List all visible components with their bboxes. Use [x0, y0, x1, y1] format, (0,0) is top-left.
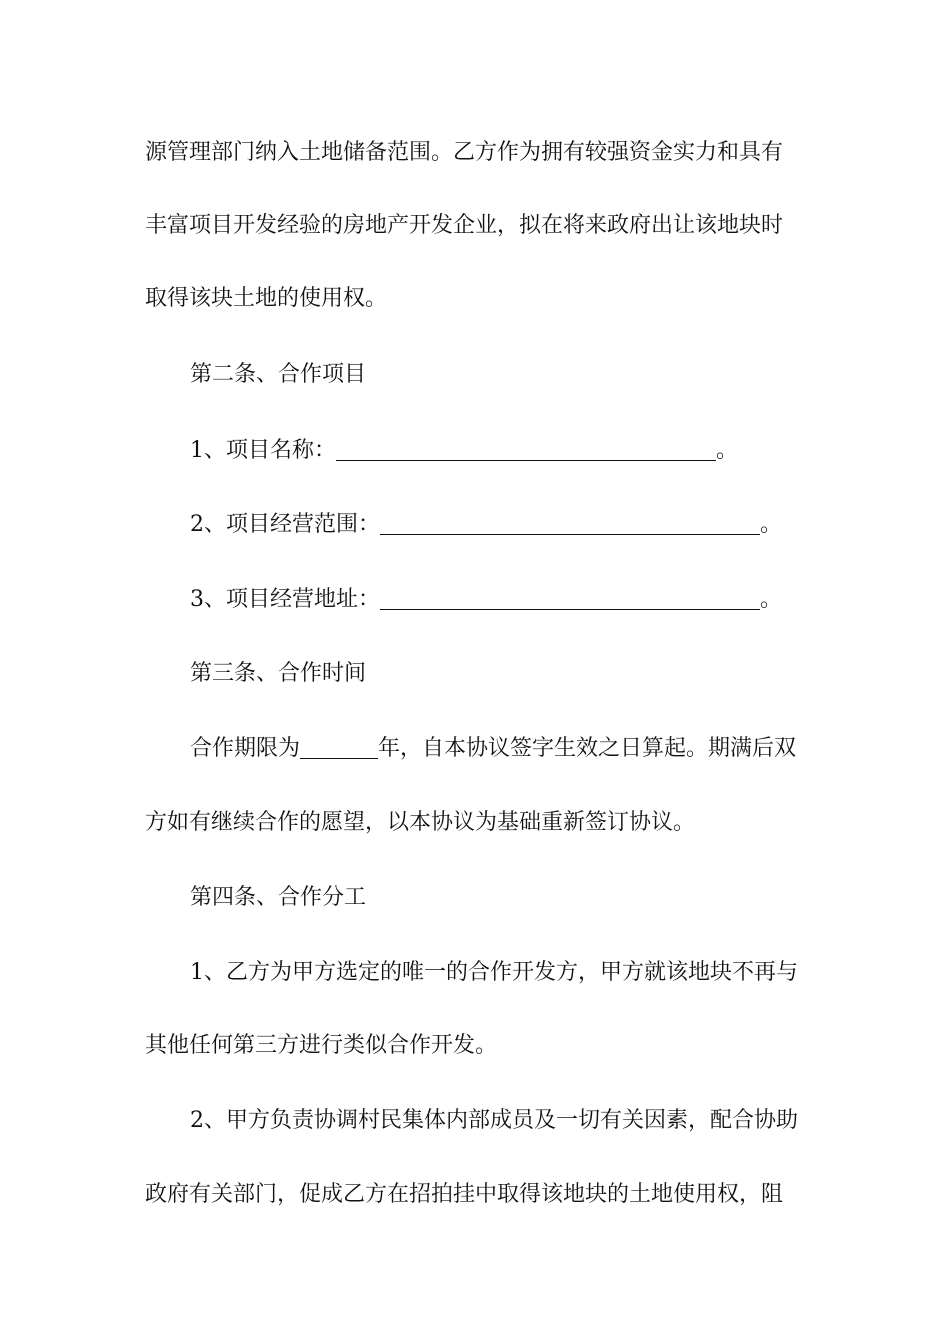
project-name-item [190, 436, 738, 466]
term-years-blank [300, 738, 378, 759]
article-3-heading: 第三条、合作时间 [190, 661, 367, 686]
paragraph-line: 1、乙方为甲方选定的唯一的合作开发方，甲方就该地块不再与 [190, 960, 798, 985]
cooperation-term-line [190, 734, 796, 764]
paragraph-line: 源管理部门纳入土地储备范围。乙方作为拥有较强资金实力和具有 [145, 140, 784, 165]
article-2-heading: 第二条、合作项目 [190, 362, 367, 387]
end-mark: 。 [716, 438, 739, 463]
paragraph-line: 政府有关部门，促成乙方在招拍挂中取得该地块的土地使用权，阻 [145, 1182, 784, 1207]
paragraph-line: 丰富项目开发经验的房地产开发企业，拟在将来政府出让该地块时 [145, 213, 784, 238]
term-text-before: 合作期限为 [190, 736, 301, 761]
business-scope-label: 2、项目经营范围： [190, 512, 380, 537]
business-address-blank [380, 589, 760, 610]
term-text-after: 年，自本协议签字生效之日算起。期满后双 [378, 736, 797, 761]
article-4-heading: 第四条、合作分工 [190, 885, 367, 910]
business-scope-blank [380, 514, 760, 535]
project-name-label: 1、项目名称： [190, 438, 336, 463]
project-name-blank [336, 440, 716, 461]
paragraph-line: 取得该块土地的使用权。 [145, 286, 388, 311]
business-address-label: 3、项目经营地址： [190, 587, 380, 612]
end-mark: 。 [760, 587, 783, 612]
business-address-item [190, 585, 782, 615]
paragraph-line: 2、甲方负责协调村民集体内部成员及一切有关因素，配合协助 [190, 1108, 798, 1133]
paragraph-line: 其他任何第三方进行类似合作开发。 [145, 1033, 498, 1058]
end-mark: 。 [760, 512, 783, 537]
paragraph-line: 方如有继续合作的愿望，以本协议为基础重新签订协议。 [145, 810, 696, 835]
business-scope-item [190, 510, 782, 540]
